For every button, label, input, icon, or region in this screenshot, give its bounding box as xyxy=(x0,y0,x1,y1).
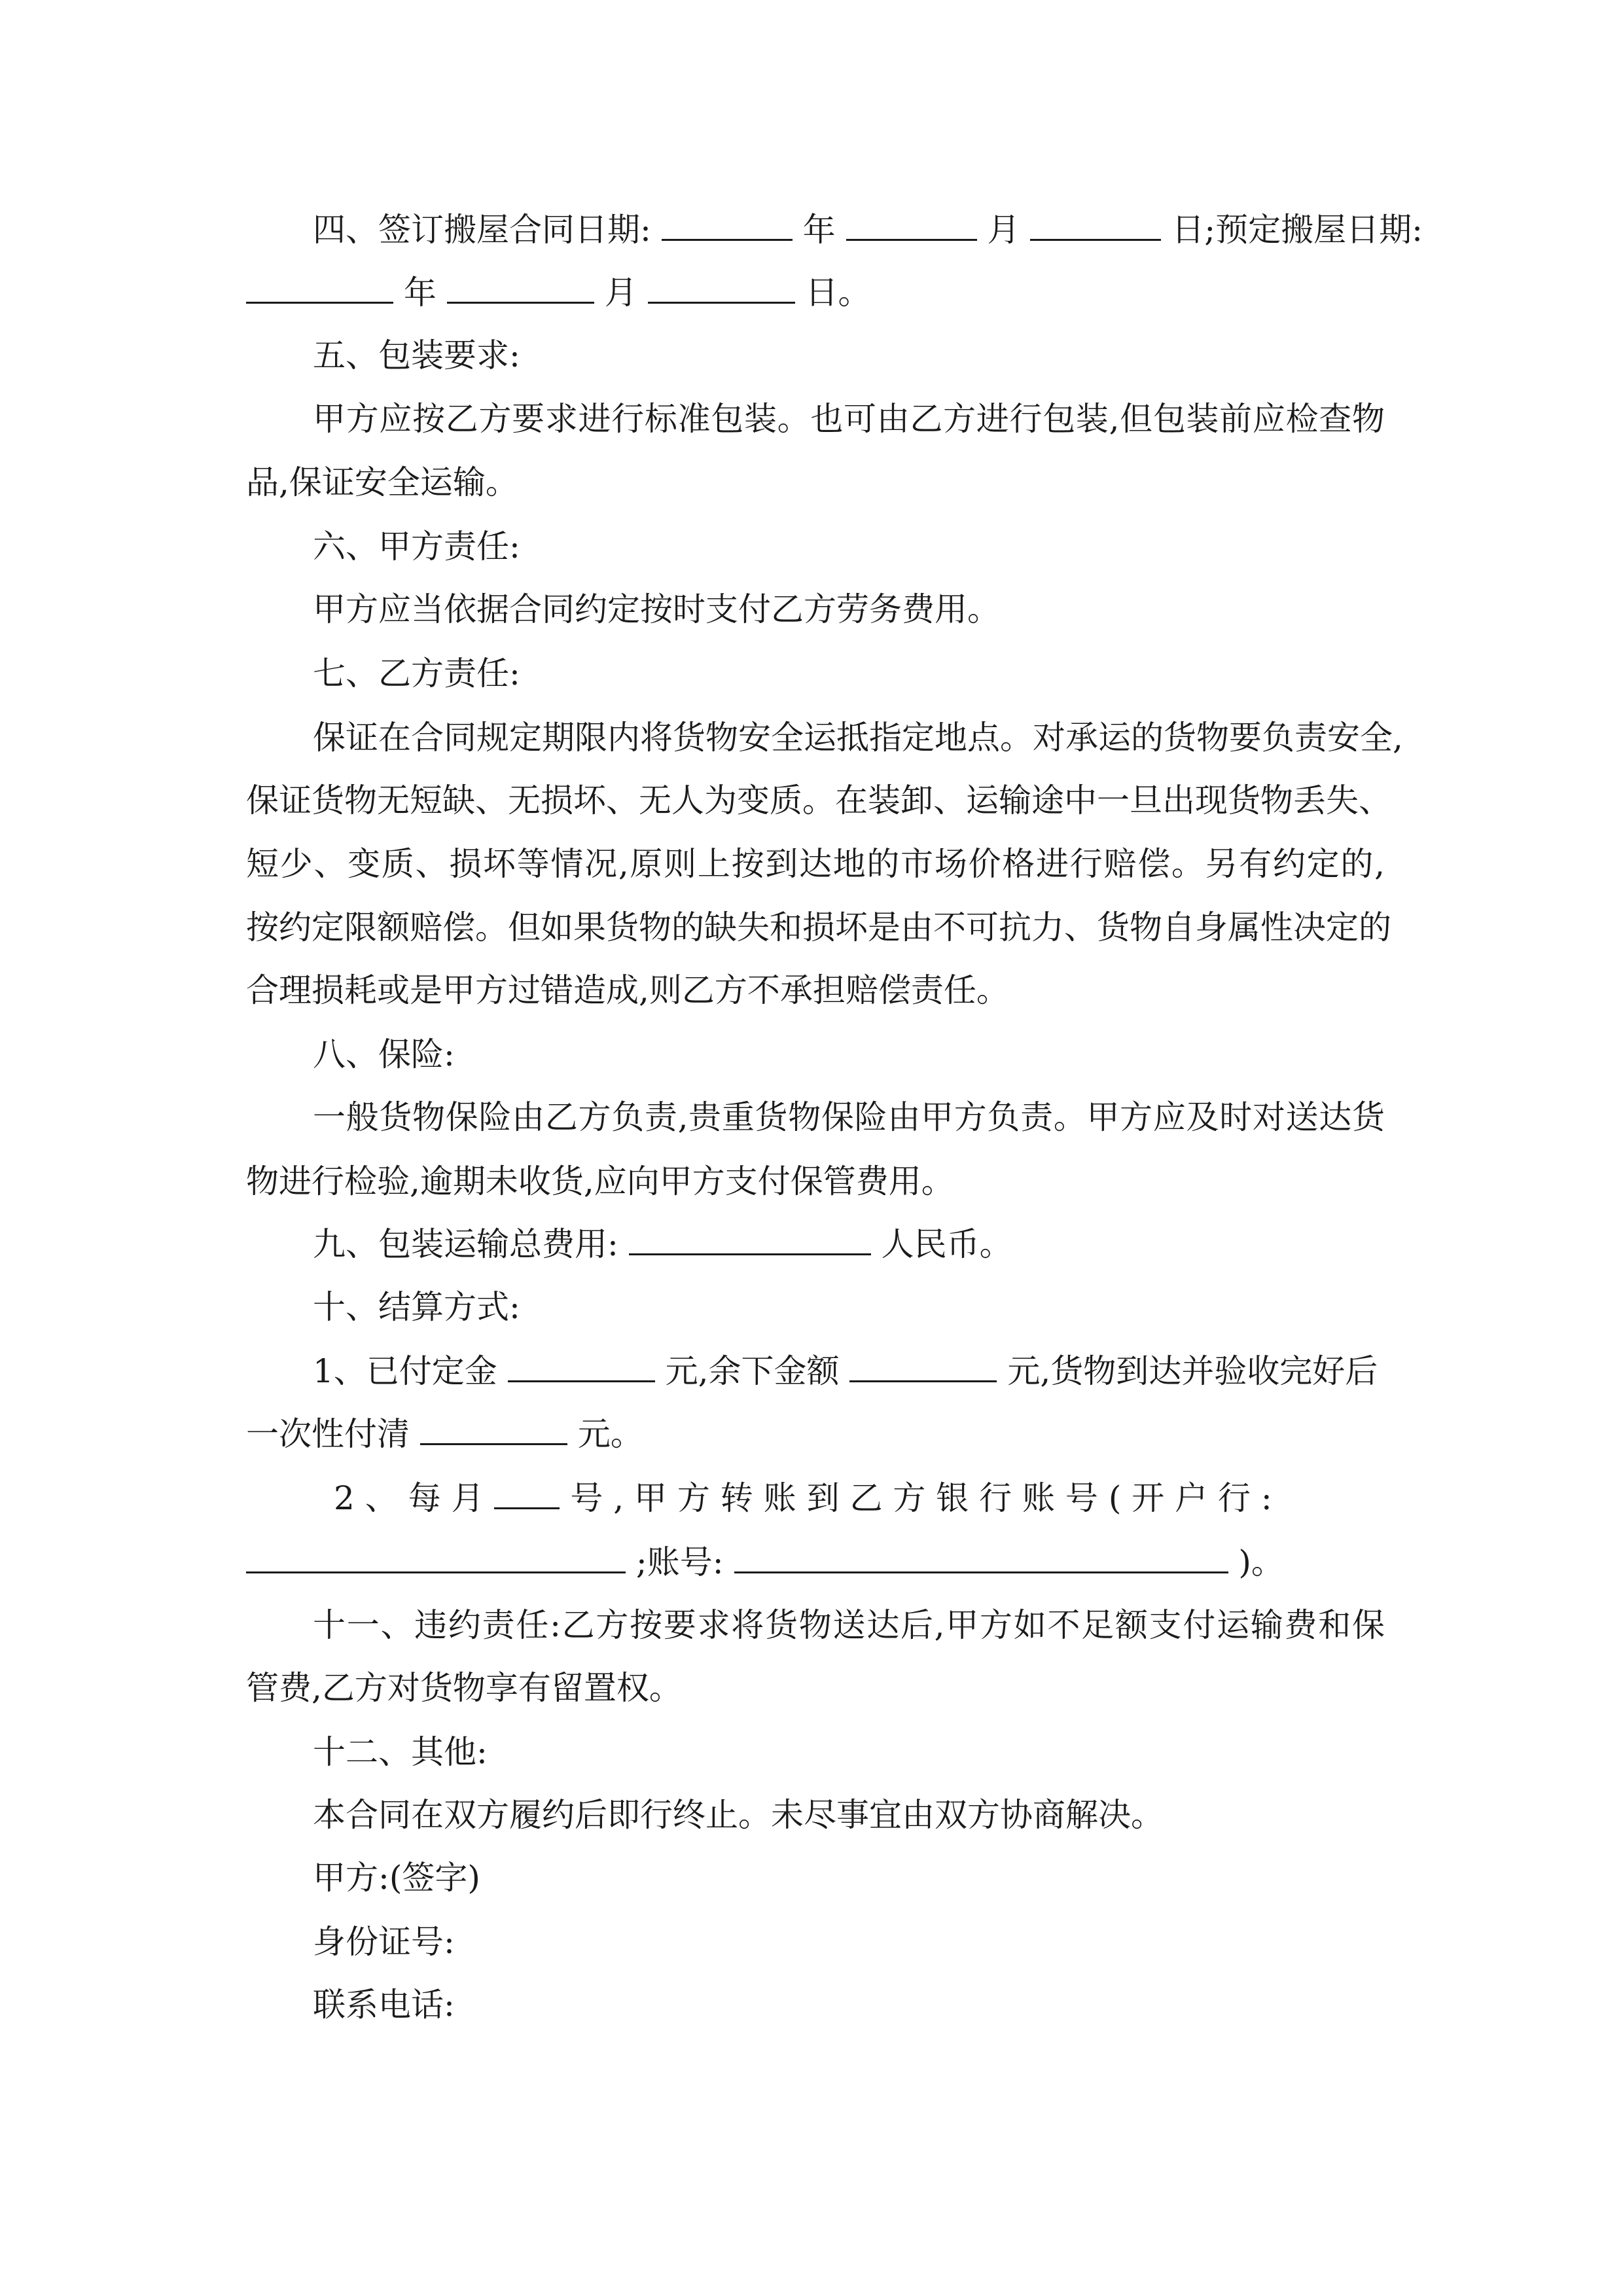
clause-7-text-3: 短少、变质、损坏等情况,原则上按到达地的市场价格进行赔偿。另有约定的, xyxy=(246,845,1385,883)
clause-12-text: 本合同在双方履约后即行终止。未尽事宜由双方协商解决。 xyxy=(313,1796,1164,1834)
clause-9-title: 九、包装运输总费用: xyxy=(313,1225,618,1263)
clause-5-text-1: 甲方应按乙方要求进行标准包装。也可由乙方进行包装,但包装前应检查物 xyxy=(313,400,1385,438)
blank-lump-sum xyxy=(420,1414,567,1445)
blank-account-number xyxy=(734,1543,1228,1573)
blank-balance xyxy=(849,1352,997,1382)
account-label: ;账号: xyxy=(635,1543,724,1581)
clause-8-title: 八、保险: xyxy=(313,1035,455,1073)
clause-7-text-4: 按约定限额赔偿。但如果货物的缺失和损坏是由不可抗力、货物自身属性决定的 xyxy=(246,908,1391,946)
clause-11-text-2: 管费,乙方对货物享有留置权。 xyxy=(246,1669,682,1707)
after-delivery-label: 元,货物到达并验收完好后 xyxy=(1007,1352,1378,1390)
blank-move-year xyxy=(246,273,393,304)
id-number-label: 身份证号: xyxy=(313,1923,455,1961)
blank-move-month xyxy=(447,273,594,304)
clause-10-item-2-line-1 xyxy=(334,1475,1385,1521)
clause-5-text-2: 品,保证安全运输。 xyxy=(246,463,518,501)
blank-sign-month xyxy=(846,210,977,241)
clause-10-item-1-line-2 xyxy=(246,1411,1385,1457)
blank-sign-year xyxy=(662,210,793,241)
clause-12-title: 十二、其他: xyxy=(313,1733,488,1771)
currency-label: 人民币。 xyxy=(881,1225,1012,1263)
blank-bank-name xyxy=(246,1543,626,1573)
transfer-label: 号 , 甲 方 转 账 到 乙 方 银 行 账 号 ( 开 户 行 : xyxy=(570,1479,1272,1517)
yuan-label: 元。 xyxy=(577,1415,643,1453)
party-a-signature: 甲方:(签字) xyxy=(313,1859,480,1897)
clause-8-text-2: 物进行检验,逾期未收货,应向甲方支付保管费用。 xyxy=(246,1162,954,1200)
clause-7-text-2: 保证货物无短缺、无损坏、无人为变质。在装卸、运输途中一旦出现货物丢失、 xyxy=(246,781,1391,819)
balance-label: 元,余下金额 xyxy=(665,1352,840,1390)
clause-5-title: 五、包装要求: xyxy=(313,336,520,374)
clause-10-title: 十、结算方式: xyxy=(313,1288,520,1326)
clause-11-text-1: 十一、违约责任:乙方按要求将货物送达后,甲方如不足额支付运输费和保 xyxy=(313,1606,1385,1644)
clause-4-line-2 xyxy=(246,270,1385,315)
deposit-label: 1、已付定金 xyxy=(313,1352,497,1390)
clause-8-text-1: 一般货物保险由乙方负责,贵重货物保险由甲方负责。甲方应及时对送达货 xyxy=(313,1098,1385,1136)
blank-sign-day xyxy=(1030,210,1161,241)
lump-sum-label: 一次性付清 xyxy=(246,1415,410,1453)
clause-4-line-1 xyxy=(313,207,1423,253)
move-date-label: 日;预定搬屋日期: xyxy=(1171,211,1423,249)
month-label: 月 xyxy=(604,274,637,312)
clause-6-text: 甲方应当依据合同约定按时支付乙方劳务费用。 xyxy=(313,590,1000,628)
clause-6-title: 六、甲方责任: xyxy=(313,528,520,565)
clause-9-line xyxy=(313,1221,1385,1267)
clause-7-title: 七、乙方责任: xyxy=(313,655,520,692)
year-label: 年 xyxy=(403,274,437,312)
day-label: 日。 xyxy=(805,274,871,312)
clause-10-item-1-line-1 xyxy=(313,1348,1385,1394)
account-close-label: )。 xyxy=(1238,1543,1284,1581)
clause-7-text-5: 合理损耗或是甲方过错造成,则乙方不承担赔偿责任。 xyxy=(246,971,1009,1009)
blank-deposit xyxy=(508,1352,655,1382)
blank-total-fee xyxy=(629,1225,871,1255)
clause-7-text-1: 保证在合同规定期限内将货物安全运抵指定地点。对承运的货物要负责安全, xyxy=(313,719,1403,757)
phone-label: 联系电话: xyxy=(313,1986,455,2024)
blank-day-of-month xyxy=(494,1479,560,1509)
year-label: 年 xyxy=(802,211,836,249)
clause-4-title: 四、签订搬屋合同日期: xyxy=(313,211,651,249)
blank-move-day xyxy=(648,273,795,304)
clause-10-item-2-line-2 xyxy=(246,1539,1385,1585)
month-label: 月 xyxy=(987,211,1020,249)
monthly-label: 2 、 每 月 xyxy=(334,1479,484,1517)
